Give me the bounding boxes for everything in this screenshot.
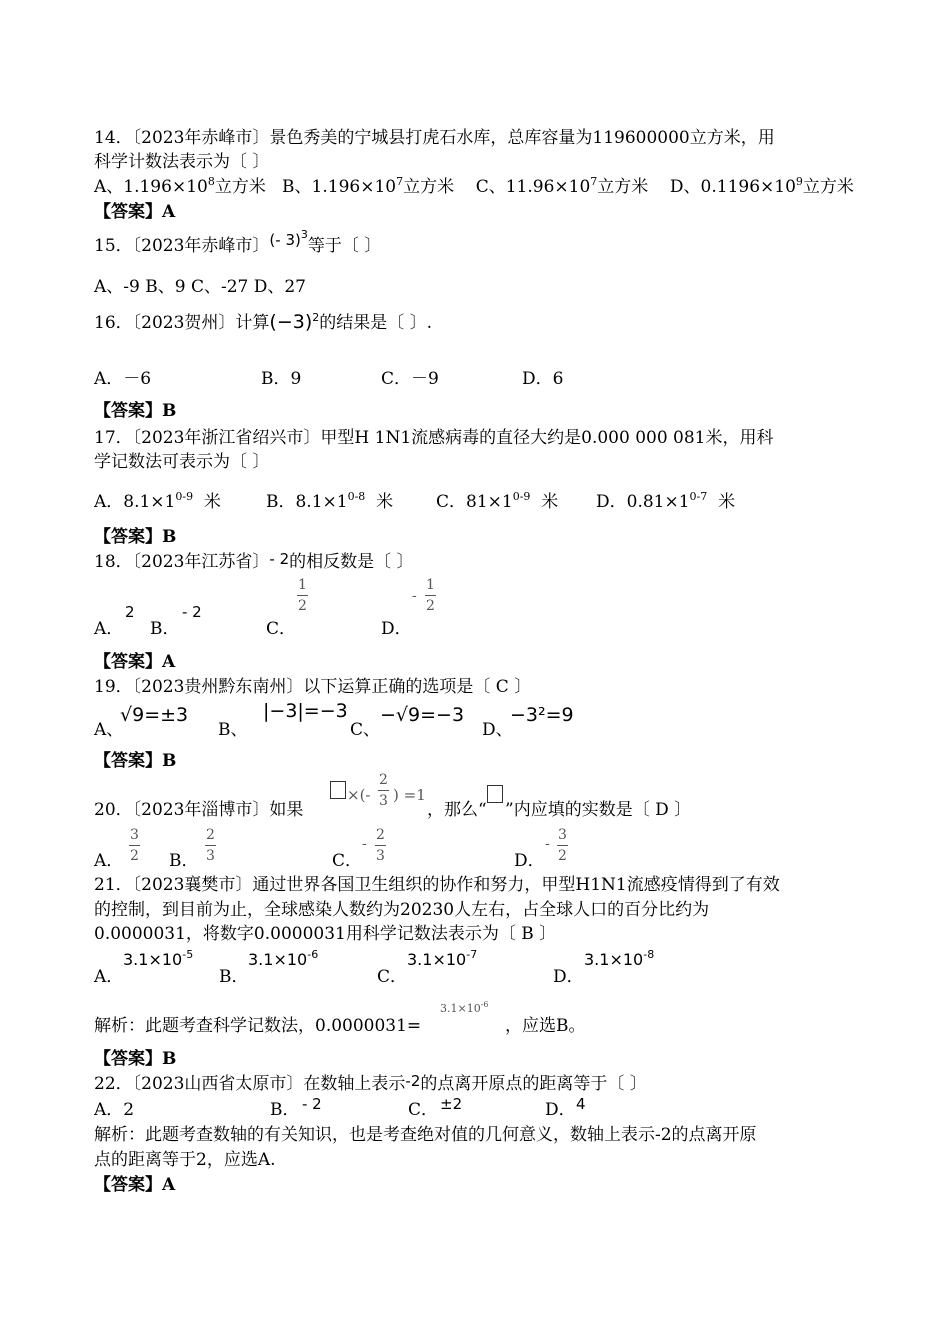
q21-answer: 【答案】B bbox=[94, 1049, 177, 1069]
q19-option-b-expr: |−3|=−3 bbox=[263, 700, 348, 722]
q20-option-c-label: C． bbox=[332, 851, 363, 871]
blank-box-icon bbox=[487, 785, 503, 803]
q22-option-d-label: D． bbox=[545, 1100, 576, 1120]
q17-stem-line1: 17．〔2023年浙江省绍兴市〕甲型H 1N1流感病毒的直径大约是0.000 000 081米，用科 bbox=[94, 428, 774, 448]
q18-option-d-label: D． bbox=[381, 619, 412, 639]
q14-option-c: C、$11.96\times 10^7$立方米 bbox=[475, 175, 649, 197]
q19-option-d-label: D、 bbox=[482, 720, 513, 740]
q21-option-c-value: $3.1\times 10^{-7}$ bbox=[407, 948, 478, 969]
q18-option-c-fraction: 1 2 bbox=[298, 577, 307, 614]
q20-stem-prefix: 20．〔2023年淄博市〕如果 bbox=[94, 800, 304, 820]
q17-answer: 【答案】B bbox=[94, 527, 177, 547]
q16-expression: $(-3)^2$ bbox=[269, 311, 320, 333]
q18-stem: 18．〔2023年江苏省〕- 2的相反数是〔 〕 bbox=[94, 550, 414, 572]
q20-option-d-fraction: 3 2 bbox=[558, 827, 567, 864]
q21-stem-line3: 0.0000031，将数字0.0000031用科学记数法表示为〔 B 〕 bbox=[94, 924, 557, 944]
q22-option-a: A．2 bbox=[94, 1100, 135, 1120]
q19-option-a-expr: √9=±3 bbox=[120, 704, 189, 726]
q21-option-a-value: $3.1\times 10^{-5}$ bbox=[123, 948, 194, 969]
q19-answer: 【答案】B bbox=[94, 751, 177, 771]
q17-stem-line2: 学记数法可表示为〔 〕 bbox=[94, 452, 270, 472]
q19-option-a-label: A、 bbox=[94, 720, 124, 740]
q19-stem: 19．〔2023贵州黔东南州〕以下运算正确的选项是〔 C 〕 bbox=[94, 677, 532, 697]
q22-expression: -2 bbox=[405, 1072, 421, 1090]
q20-expr-mid: ×(- bbox=[347, 786, 371, 804]
q21-analysis-suffix: ，应选B。 bbox=[505, 1016, 586, 1036]
q22-analysis-line1: 解析：此题考查数轴的有关知识，也是考查绝对值的几何意义，数轴上表示-2的点离开原 bbox=[94, 1125, 757, 1145]
q20-option-d-sign: - bbox=[545, 836, 550, 852]
q18-option-b-value: - 2 bbox=[182, 603, 202, 621]
q14-answer: 【答案】A bbox=[94, 202, 176, 222]
q14-stem-line1: 14．〔2023年赤峰市〕景色秀美的宁城县打虎石水库，总库容量为119600000立方米，用 bbox=[94, 128, 775, 148]
q16-option-c: C．－9 bbox=[381, 369, 439, 389]
q19-option-b-label: B、 bbox=[218, 720, 248, 740]
q22-stem: 22．〔2023山西省太原市〕在数轴上表示-2的点离开原点的距离等于〔 〕 bbox=[94, 1072, 647, 1094]
q22-option-c-label: C． bbox=[408, 1100, 439, 1120]
q21-option-b-label: B． bbox=[219, 967, 249, 987]
q16-answer: 【答案】B bbox=[94, 401, 177, 421]
q20-option-c-fraction: 2 3 bbox=[376, 827, 385, 864]
q14-option-b: B、$1.196\times 10^7$立方米 bbox=[282, 175, 455, 197]
q20-expr-end: ) =1 bbox=[393, 786, 426, 804]
q20-option-d-label: D． bbox=[514, 851, 545, 871]
q18-option-d-fraction: 1 2 bbox=[426, 577, 435, 614]
q20-option-a-fraction: 3 2 bbox=[130, 827, 139, 864]
q17-option-d: D．$0.81\times 1^{0-7}$ 米 bbox=[596, 490, 736, 512]
q18-answer: 【答案】A bbox=[94, 652, 176, 672]
q20-stem-suffix: ”内应填的实数是〔 D 〕 bbox=[505, 800, 692, 820]
q16-stem: 16．〔2023贺州〕计算$(-3)^2$的结果是〔 〕. bbox=[94, 311, 433, 333]
q22-option-b-label: B． bbox=[270, 1100, 300, 1120]
q20-expr-fraction: 2 3 bbox=[379, 772, 388, 809]
q15-stem: 15．〔2023年赤峰市〕(- 3)$^3$等于〔 〕 bbox=[94, 228, 382, 256]
q17-option-b: B．$8.1\times 1^{0-8}$ 米 bbox=[266, 490, 394, 512]
q19-option-d-expr: −3²=9 bbox=[510, 704, 574, 726]
q18-option-d-sign: - bbox=[412, 588, 417, 604]
q20-stem-middle: ，那么“ bbox=[427, 800, 487, 820]
q22-answer: 【答案】A bbox=[94, 1175, 176, 1195]
q16-option-b: B．9 bbox=[261, 369, 302, 389]
q14-option-d: D、$0.1196\times 10^9$立方米 bbox=[669, 175, 854, 197]
q18-expression: - 2 bbox=[269, 550, 290, 568]
q16-option-d: D．6 bbox=[522, 369, 564, 389]
q21-option-c-label: C． bbox=[377, 967, 408, 987]
q16-option-a: A．－6 bbox=[94, 369, 152, 389]
q22-option-c-value: ±2 bbox=[440, 1095, 463, 1113]
q20-option-a-label: A． bbox=[94, 851, 124, 871]
q18-option-a-label: A． bbox=[94, 619, 124, 639]
q14-option-a: A、$1.196\times 10^8$立方米 bbox=[94, 175, 266, 197]
q22-option-b-value: - 2 bbox=[302, 1095, 322, 1113]
q20-option-b-label: B． bbox=[169, 851, 199, 871]
q21-stem-line1: 21．〔2023襄樊市〕通过世界各国卫生组织的协作和努力，甲型H1N1流感疫情得到了有效 bbox=[94, 875, 780, 895]
q22-option-d-value: 4 bbox=[576, 1095, 586, 1113]
q18-option-b-label: B． bbox=[150, 619, 180, 639]
q21-option-d-value: $3.1\times 10^{-8}$ bbox=[584, 948, 655, 969]
q18-option-c-label: C． bbox=[266, 619, 297, 639]
q19-option-c-label: C、 bbox=[350, 720, 381, 740]
q18-option-a-value: 2 bbox=[125, 603, 135, 621]
q15-options: A、-9 B、9 C、-27 D、27 bbox=[94, 277, 307, 297]
q22-analysis-line2: 点的距离等于2，应选A. bbox=[94, 1150, 276, 1170]
q21-stem-line2: 的控制，到目前为止，全球感染人数约为20230人左右，占全球人口的百分比约为 bbox=[94, 900, 710, 920]
q21-option-b-value: $3.1\times 10^{-6}$ bbox=[248, 948, 319, 969]
q14-stem-line2: 科学计数法表示为〔 〕 bbox=[94, 152, 270, 172]
q17-option-c: C．$81\times 1^{0-9}$ 米 bbox=[436, 490, 559, 512]
q20-option-b-fraction: 2 3 bbox=[206, 827, 215, 864]
blank-box-icon bbox=[330, 781, 346, 799]
q14-options bbox=[94, 176, 854, 200]
q19-option-c-expr: −√9=−3 bbox=[380, 704, 465, 726]
q21-analysis-value: $3.1\times 10^{-6}$ bbox=[440, 1000, 489, 1015]
q21-option-d-label: D． bbox=[553, 967, 584, 987]
q15-expression: (- 3)$^3$ bbox=[269, 228, 308, 249]
q20-option-c-sign: - bbox=[362, 836, 367, 852]
q17-option-a: A．$8.1\times 1^{0-9}$ 米 bbox=[94, 490, 221, 512]
q21-option-a-label: A． bbox=[94, 967, 124, 987]
q21-analysis: 解析：此题考查科学记数法，0.0000031= bbox=[94, 1016, 422, 1036]
